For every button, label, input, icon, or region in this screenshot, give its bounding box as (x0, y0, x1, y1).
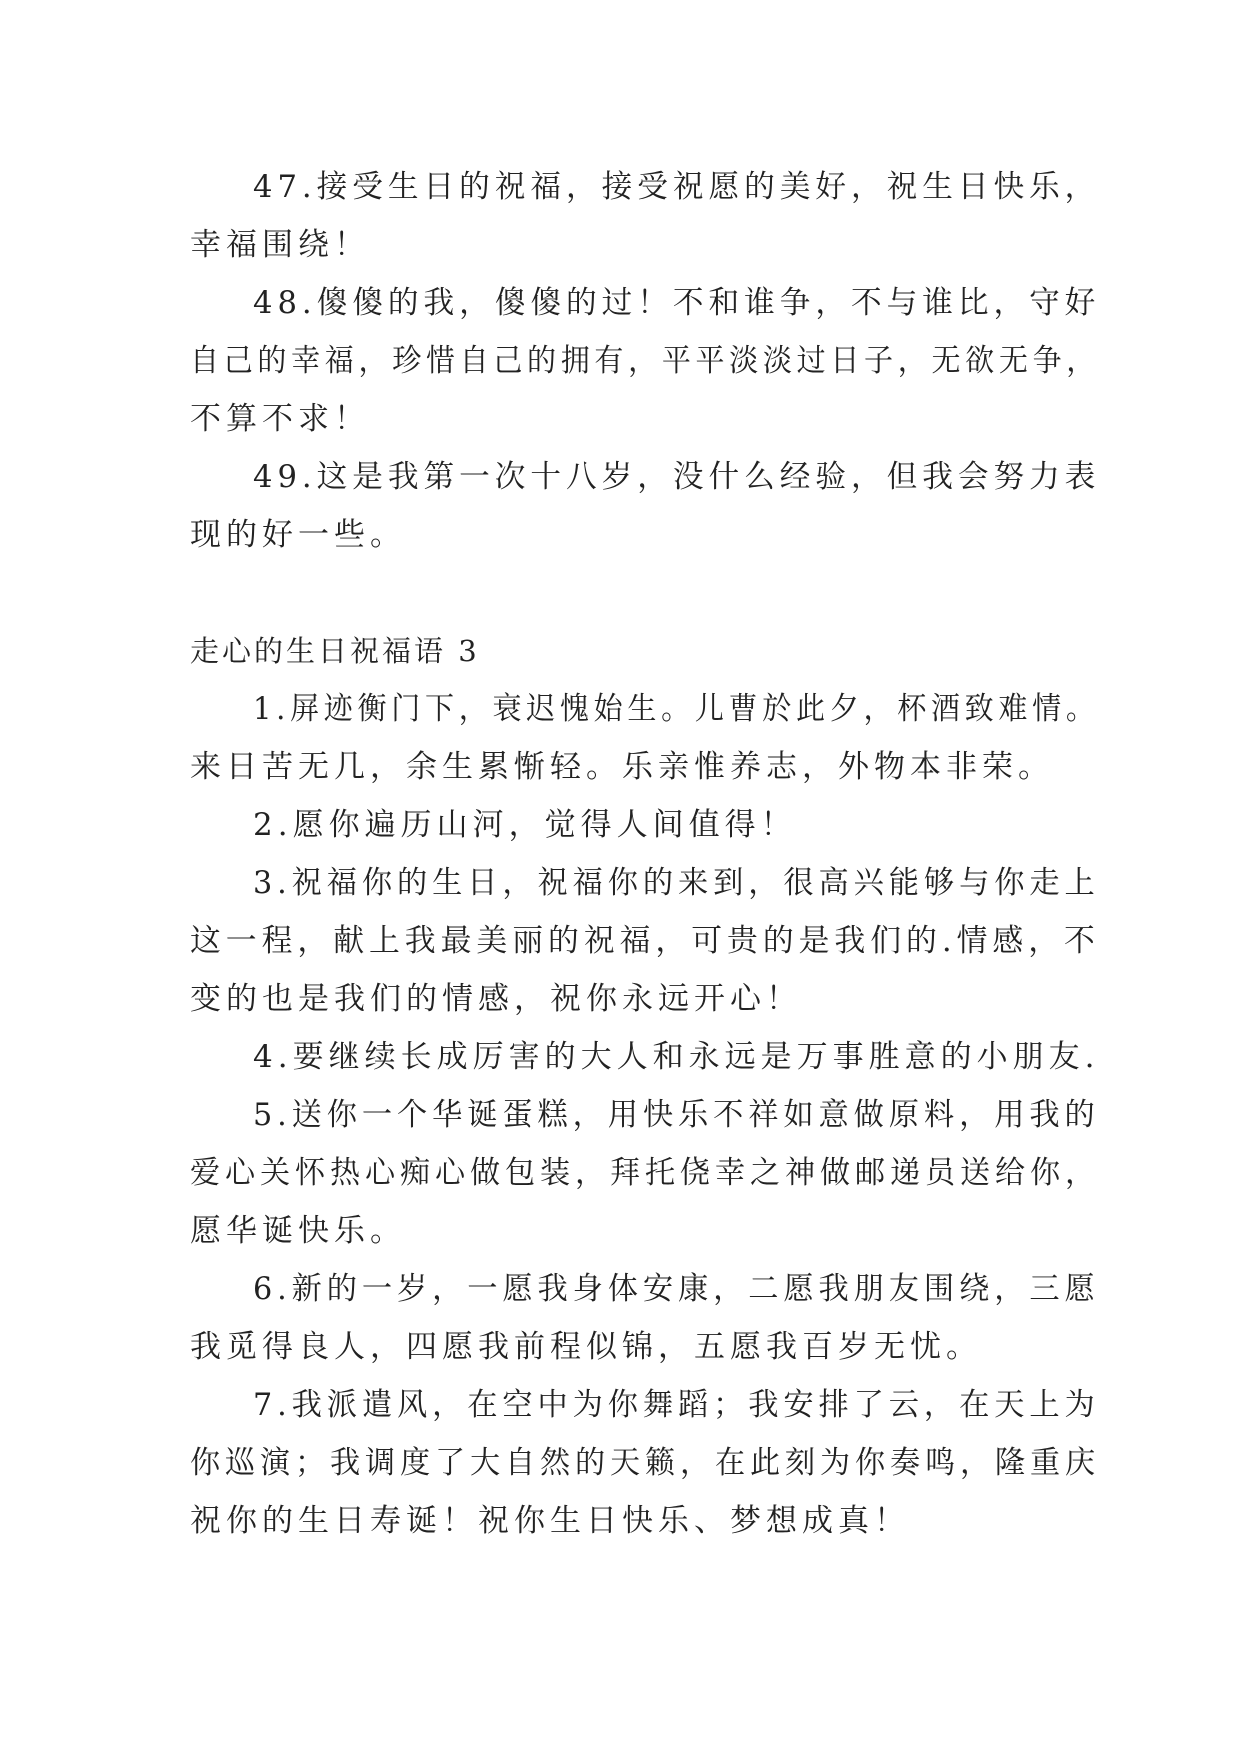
paragraph-5-line-3: 愿华诞快乐。 (190, 1213, 406, 1249)
paragraph-6-line-2: 我觅得良人，四愿我前程似锦，五愿我百岁无忧。 (190, 1329, 982, 1365)
paragraph-49-line-1: 49.这是我第一次十八岁，没什么经验，但我会努力表 (253, 459, 1101, 495)
paragraph-4-line-1: 4.要继续长成厉害的大人和永远是万事胜意的小朋友. (253, 1039, 1100, 1075)
paragraph-47-line-2: 幸福围绕！ (190, 227, 370, 263)
paragraph-7-line-3: 祝你的生日寿诞！祝你生日快乐、梦想成真！ (190, 1503, 910, 1539)
paragraph-48-line-1: 48.傻傻的我，傻傻的过！不和谁争，不与谁比，守好 (253, 285, 1101, 321)
paragraph-1-line-2: 来日苦无几，余生累惭轻。乐亲惟养志，外物本非荣。 (190, 749, 1054, 785)
paragraph-49-line-2: 现的好一些。 (190, 517, 406, 553)
section-heading: 走心的生日祝福语 3 (190, 634, 480, 668)
paragraph-47-line-1: 47.接受生日的祝福，接受祝愿的美好，祝生日快乐， (253, 169, 1101, 205)
paragraph-7-line-2: 你巡演；我调度了大自然的天籁，在此刻为你奏鸣，隆重庆 (190, 1445, 1100, 1481)
paragraph-6-line-1: 6.新的一岁，一愿我身体安康，二愿我朋友围绕，三愿 (253, 1271, 1100, 1307)
paragraph-5-line-1: 5.送你一个华诞蛋糕，用快乐不祥如意做原料，用我的 (253, 1097, 1100, 1133)
paragraph-2-line-1: 2.愿你遍历山河，觉得人间值得！ (253, 807, 797, 843)
paragraph-5-line-2: 爱心关怀热心痴心做包装，拜托侥幸之神做邮递员送给你， (190, 1155, 1100, 1191)
paragraph-7-line-1: 7.我派遣风，在空中为你舞蹈；我安排了云，在天上为 (253, 1387, 1100, 1423)
paragraph-1-line-1: 1.屏迹衡门下，衰迟愧始生。儿曹於此夕，杯酒致难情。 (253, 691, 1100, 727)
paragraph-48-line-2: 自己的幸福，珍惜自己的拥有，平平淡淡过日子，无欲无争， (190, 343, 1100, 379)
paragraph-48-line-3: 不算不求！ (190, 401, 370, 437)
paragraph-3-line-3: 变的也是我们的情感，祝你永远开心！ (190, 981, 802, 1017)
paragraph-3-line-1: 3.祝福你的生日，祝福你的来到，很高兴能够与你走上 (253, 865, 1100, 901)
paragraph-3-line-2: 这一程，献上我最美丽的祝福，可贵的是我们的.情感，不 (190, 923, 1100, 959)
